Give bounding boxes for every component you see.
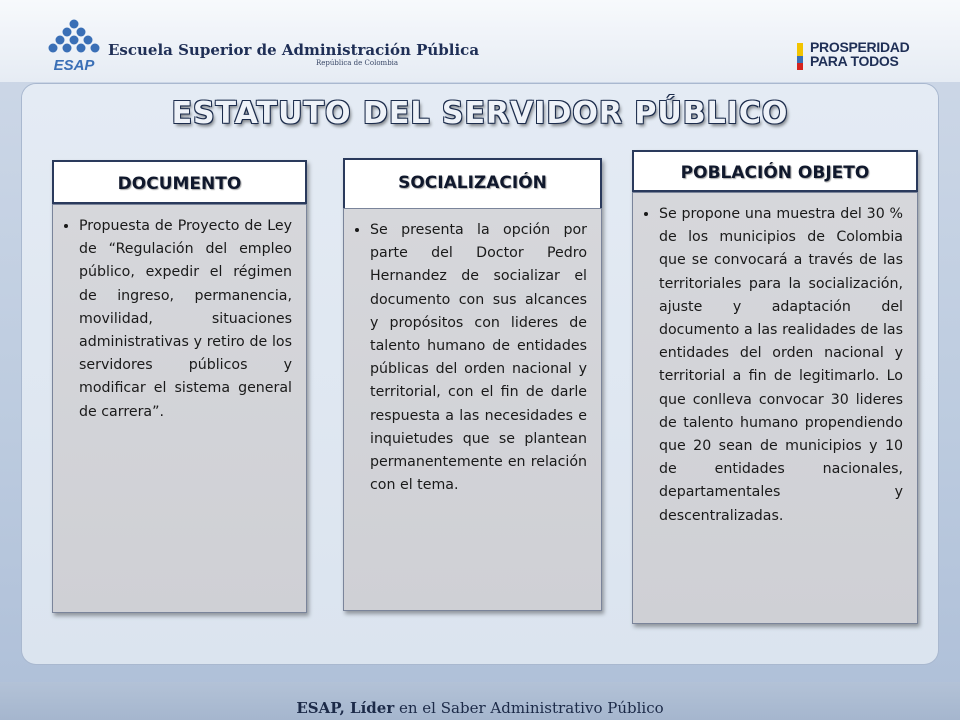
page-title: ESTATUTO DEL SERVIDOR PÚBLICO: [171, 96, 789, 131]
footer-slogan-bold: ESAP, Líder: [296, 699, 395, 717]
card-poblacion-objeto: [632, 150, 918, 624]
prosperidad-logo-line2: PARA TODOS: [810, 53, 899, 69]
card-text: • Se propone una muestra del 30 % de los municipios de Colombia que se convocará a través de las territoriales para la socialización, ajuste y adaptación del documento a las realidades de las entidades del orden nacional y territorial a fin de legitimarlo. Lo que conlleva convocar 30 lideres de talento humano propendiendo que 20 sean de municipios y 10 de entidades nacionales, departamentales y descentralizadas.: [659, 203, 903, 528]
card-body: [632, 192, 918, 624]
header-bar: [0, 0, 960, 82]
prosperidad-logo: [810, 40, 909, 68]
card-body: [52, 204, 307, 613]
prosperidad-logo-line1: PROSPERIDAD: [810, 39, 910, 55]
card-title: DOCUMENTO: [52, 160, 307, 204]
card-title: POBLACIÓN OBJETO: [632, 150, 918, 192]
card-socializacion: [343, 158, 602, 611]
institution-subtitle: República de Colombia: [316, 59, 399, 67]
card-text: • Se presenta la opción por parte del Doctor Pedro Hernandez de socializar el documento con sus alcances y propósitos con lideres de talento humano de entidades públicas del orden nacional y territorial, con el fin de darle respuesta a las necesidades e inquietudes que se plantean permanentemente en relación con el tema.: [370, 219, 587, 497]
card-body: [343, 208, 602, 611]
esap-logo-icon: [44, 18, 104, 74]
card-title: SOCIALIZACIÓN: [343, 158, 602, 210]
svg-text:ESAP: ESAP: [53, 57, 95, 74]
institution-name: Escuela Superior de Administración Pública: [108, 41, 480, 59]
card-documento: [52, 160, 307, 613]
card-text: • Propuesta de Proyecto de Ley de “Regulación del empleo público, expedir el régimen de ingreso, permanencia, movilidad, situaciones administrativas y retiro de los servidores públicos y modificar el sistema general de carrera”.: [79, 215, 292, 424]
footer-slogan-rest: en el Saber Administrativo Público: [394, 699, 664, 717]
footer-slogan: [0, 699, 960, 717]
